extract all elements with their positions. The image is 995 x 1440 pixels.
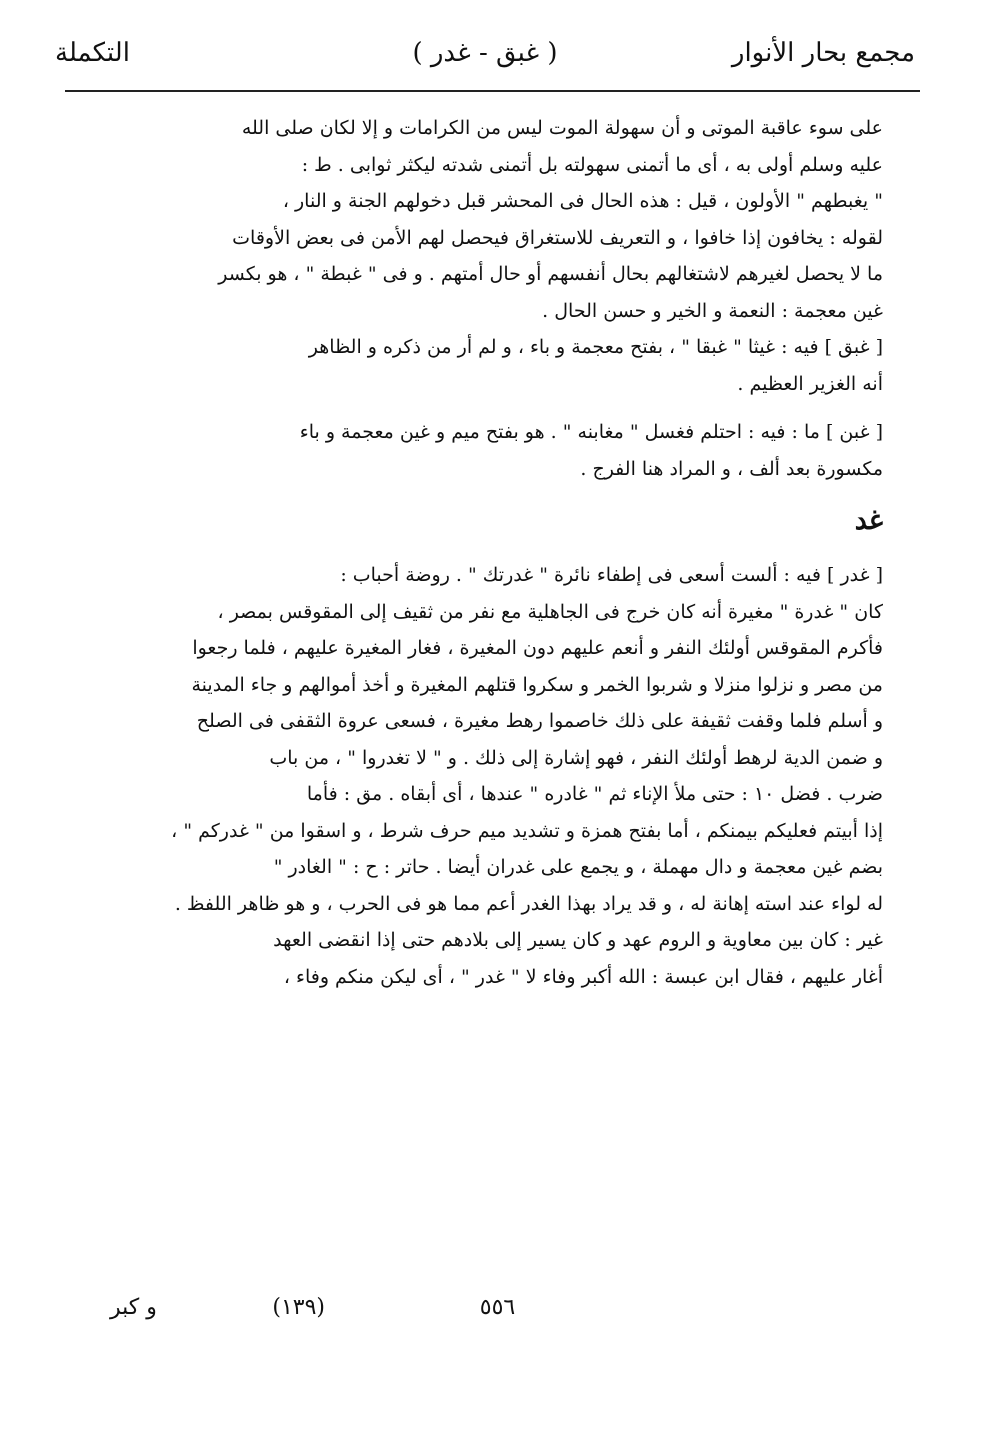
text-line: لقوله : يخافون إذا خافوا ، و التعريف للاستغراق فيحصل لهم الأمن فى بعض الأوقات bbox=[232, 226, 883, 249]
text-line: ما لا يحصل لغيرهم لاشتغالهم بحال أنفسهم أو حال أمتهم . و فى " غبطة " ، هو بكسر bbox=[218, 263, 883, 285]
text-line: كان " غدرة " مغيرة أنه كان خرج فى الجاهلية مع نفر من ثقيف إلى المقوقس بمصر ، bbox=[217, 600, 883, 623]
page-footer bbox=[110, 1295, 885, 1335]
text-line: [ غبن ] ما : فيه : احتلم فغسل " مغابنه " . هو بفتح ميم و غين معجمة و باء bbox=[299, 421, 883, 443]
running-header bbox=[55, 32, 915, 82]
text-line: فأكرم المقوقس أولئك النفر و أنعم عليهم دون المغيرة ، فغار المغيرة عليهم ، فلما رجعوا bbox=[192, 637, 883, 659]
text-line: أنه الغزير العظيم . bbox=[737, 372, 883, 395]
text-line: غين معجمة : النعمة و الخير و حسن الحال . bbox=[542, 299, 883, 322]
text-line: " يغبطهم " الأولون ، قيل : هذه الحال فى المحشر قبل دخولهم الجنة و النار ، bbox=[282, 190, 883, 212]
text-line: [ غبق ] فيه : غيثا " غبقا " ، بفتح معجمة و باء ، و لم أر من ذكره و الظاهر bbox=[308, 336, 883, 358]
page-number: ٥٥٦ bbox=[479, 1295, 516, 1320]
text-line: له لواء عند استه إهانة له ، و قد يراد بهذا الغدر أعم مما هو فى الحرب ، و هو ظاهر اللفظ . bbox=[174, 892, 883, 915]
paragraph-ghabaq bbox=[65, 329, 883, 402]
spacer bbox=[65, 402, 883, 414]
text-line: أغار عليهم ، فقال ابن عبسة : الله أكبر وفاء لا " غدر " ، أى ليكن منكم وفاء ، bbox=[283, 965, 883, 988]
entry-range: ( غبق - غدر ) bbox=[412, 38, 558, 68]
text-line: بضم غين معجمة و دال مهملة ، و يجمع على غدران أيضا . حاتر : ح : " الغادر " bbox=[273, 856, 883, 878]
paragraph-ghabn bbox=[65, 414, 883, 487]
text-line: ضرب . فضل ١٠ : حتى ملأ الإناء ثم " غادره " عندها ، أى أبقاه . مق : فأما bbox=[306, 783, 883, 805]
text-line: و ضمن الدية لرهط أولئك النفر ، فهو إشارة إلى ذلك . و " لا تغدروا " ، من باب bbox=[269, 746, 883, 769]
paragraph-intro bbox=[65, 110, 883, 329]
section-heading: غد bbox=[854, 505, 883, 536]
text-line: عليه وسلم أولى به ، أى ما أتمنى سهولته بل أتمنى شدته ليكثر ثوابى . ط : bbox=[301, 153, 883, 176]
header-rule bbox=[65, 90, 920, 92]
catchword: و كبر bbox=[110, 1295, 157, 1320]
text-line: إذا أبيتم فعليكم بيمنكم ، أما بفتح همزة و تشديد ميم حرف شرط ، و اسقوا من " غدركم " ، bbox=[171, 819, 883, 842]
text-line: و أسلم فلما وقفت ثقيفة على ذلك خاصموا رهط مغيرة ، فسعى عروة الثقفى فى الصلح bbox=[196, 710, 883, 732]
book-title: مجمع بحار الأنوار bbox=[731, 38, 915, 68]
text-line: من مصر و نزلوا منزلا و شربوا الخمر و سكروا قتلهم المغيرة و أخذ أموالهم و جاء المدينة bbox=[191, 673, 883, 696]
text-line: مكسورة بعد ألف ، و المراد هنا الفرج . bbox=[580, 457, 883, 480]
text-line: [ غدر ] فيه : ألست أسعى فى إطفاء نائرة " غدرتك " . روضة أحباب : bbox=[340, 564, 883, 586]
page-body bbox=[65, 110, 883, 995]
text-line: على سوء عاقبة الموتى و أن سهولة الموت ليس من الكرامات و إلا لكان صلى الله bbox=[241, 117, 883, 139]
paragraph-ghadr bbox=[65, 557, 883, 995]
section-label: التكملة bbox=[55, 38, 130, 68]
text-line: غير : كان بين معاوية و الروم عهد و كان يسير إلى بلادهم حتى إذا انقضى العهد bbox=[273, 929, 883, 951]
volume-marker: (١٣٩) bbox=[272, 1295, 325, 1320]
